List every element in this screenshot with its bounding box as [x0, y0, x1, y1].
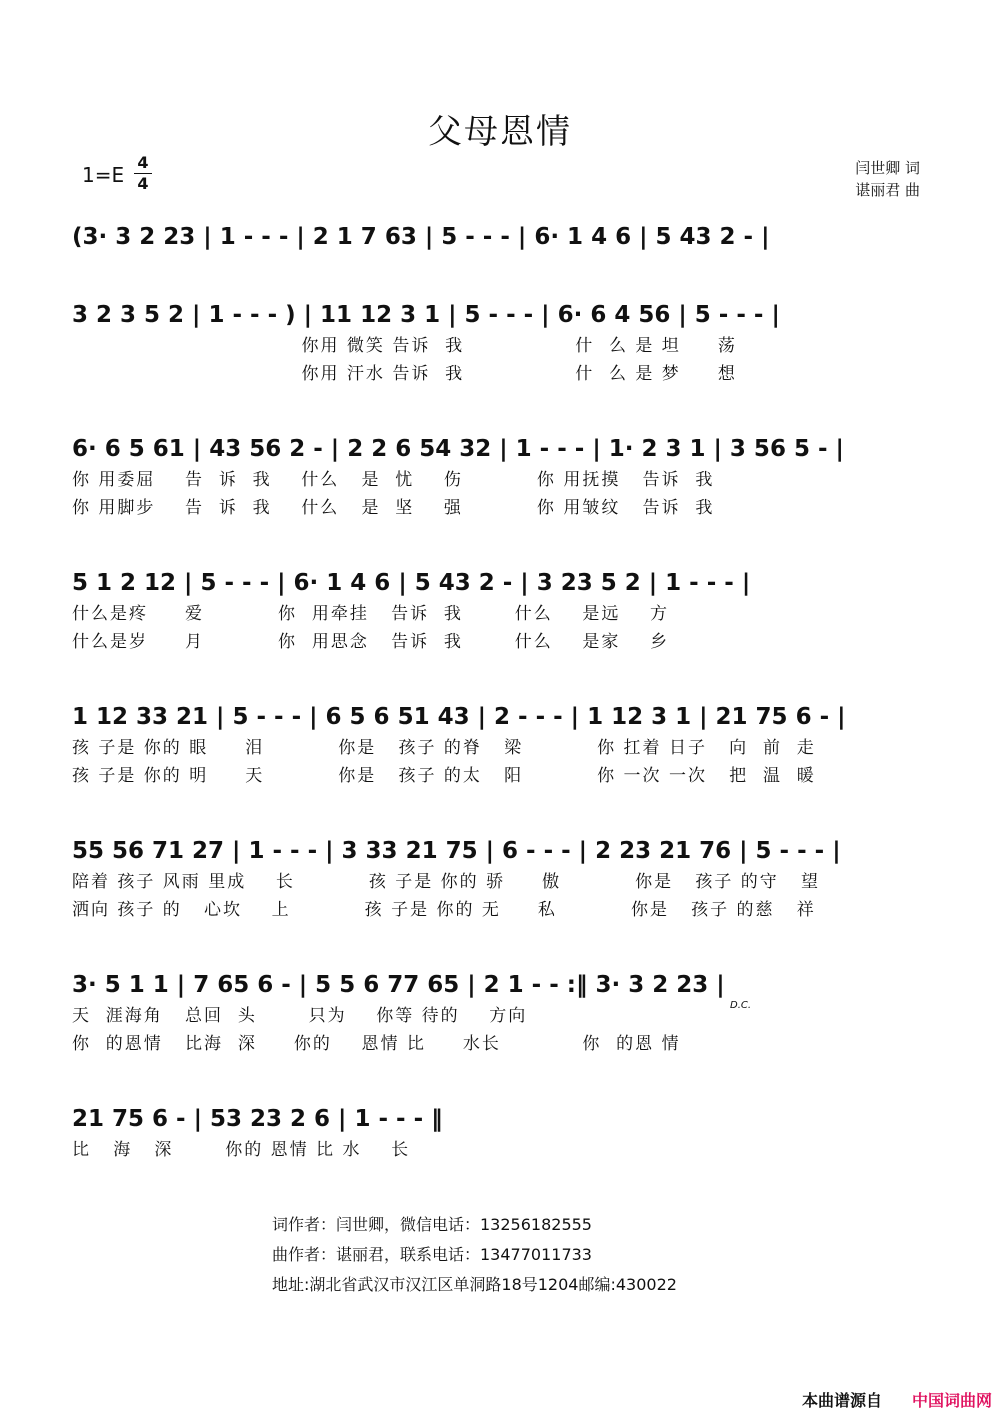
composer-contact: 曲作者：谌丽君，联系电话：13477011733: [272, 1245, 592, 1264]
lyric-verse-1: 孩 子是 你的 眼 泪 你是 孩子 的脊 梁 你 扛着 日子 向 前 走: [72, 738, 816, 758]
score-system-8: [72, 1102, 932, 1164]
time-signature-bottom: 4: [137, 174, 149, 193]
score-system-1: [72, 220, 932, 254]
score-system-2: [72, 298, 932, 388]
notation-line: 3 2 3 5 2 | 1 - - - ) | 11 12 3 1 | 5 - - - | 6· 6 4 56 | 5 - - - |: [72, 302, 780, 328]
dc-mark: D.C.: [730, 1000, 752, 1011]
credits: [855, 157, 920, 201]
lyric-verse-2: 什么是岁 月 你 用思念 告诉 我 什么 是家 乡: [72, 632, 669, 652]
notation-line: 21 75 6 - | 53 23 2 6 | 1 - - - ‖: [72, 1106, 443, 1132]
lyric-verse-1: 比 海 深 你的 恩情 比 水 长: [72, 1140, 411, 1160]
lyric-verse-1: 陪着 孩子 风雨 里成 长 孩 子是 你的 骄 傲 你是 孩子 的守 望: [72, 872, 820, 892]
lyric-verse-2: 你 的恩情 比海 深 你的 恩情 比 水长 你 的恩 情: [72, 1034, 681, 1054]
lyric-verse-2: 你用 汗水 告诉 我 什 么 是 梦 想: [72, 364, 737, 384]
lyricist: 闫世卿 词: [855, 159, 920, 177]
time-signature: [134, 154, 152, 193]
notation-line: 3· 5 1 1 | 7 65 6 - | 5 5 6 77 65 | 2 1 - - :‖ 3· 3 2 23 |: [72, 972, 725, 998]
lyric-verse-2: 孩 子是 你的 明 天 你是 孩子 的太 阳 你 一次 一次 把 温 暖: [72, 766, 816, 786]
lyric-verse-1: 什么是疼 爱 你 用牵挂 告诉 我 什么 是远 方: [72, 604, 669, 624]
score-system-3: [72, 432, 932, 522]
notation-line: 5 1 2 12 | 5 - - - | 6· 1 4 6 | 5 43 2 - | 3 23 5 2 | 1 - - - |: [72, 570, 751, 596]
notation-line: 55 56 71 27 | 1 - - - | 3 33 21 75 | 6 - - - | 2 23 21 76 | 5 - - - |: [72, 838, 841, 864]
score-system-4: [72, 566, 932, 656]
source-site-link[interactable]: 中国词曲网: [911, 1391, 992, 1410]
lyricist-contact: 词作者：闫世卿，微信电话：13256182555: [272, 1215, 592, 1234]
notation-line: 1 12 33 21 | 5 - - - | 6 5 6 51 43 | 2 - - - | 1 12 3 1 | 21 75 6 - |: [72, 704, 846, 730]
notation-line: (3· 3 2 23 | 1 - - - | 2 1 7 63 | 5 - - - | 6· 1 4 6 | 5 43 2 - |: [72, 224, 770, 250]
score-system-5: [72, 700, 932, 790]
key-signature: 1=E: [82, 163, 125, 187]
lyric-verse-2: 你 用脚步 告 诉 我 什么 是 坚 强 你 用皱纹 告诉 我: [72, 498, 715, 518]
lyric-verse-1: 天 涯海角 总回 头 只为 你等 待的 方向: [72, 1006, 528, 1026]
score-system-6: [72, 834, 932, 924]
address: 地址:湖北省武汉市汉江区单洞路18号1204邮编:430022: [272, 1275, 677, 1294]
song-title: 父母恩情: [428, 112, 572, 152]
time-signature-top: 4: [137, 153, 149, 172]
lyric-verse-1: 你 用委屈 告 诉 我 什么 是 忧 伤 你 用抚摸 告诉 我: [72, 470, 715, 490]
lyric-verse-2: 洒向 孩子 的 心坎 上 孩 子是 你的 无 私 你是 孩子 的慈 祥: [72, 900, 816, 920]
contact-info: [272, 1210, 677, 1300]
score-system-7: [72, 968, 932, 1058]
notation-line: 6· 6 5 61 | 43 56 2 - | 2 2 6 54 32 | 1 - - - | 1· 2 3 1 | 3 56 5 - |: [72, 436, 844, 462]
source-label: 本曲谱源自: [801, 1391, 882, 1410]
composer: 谌丽君 曲: [855, 181, 920, 199]
lyric-verse-1: 你用 微笑 告诉 我 什 么 是 坦 荡: [72, 336, 737, 356]
